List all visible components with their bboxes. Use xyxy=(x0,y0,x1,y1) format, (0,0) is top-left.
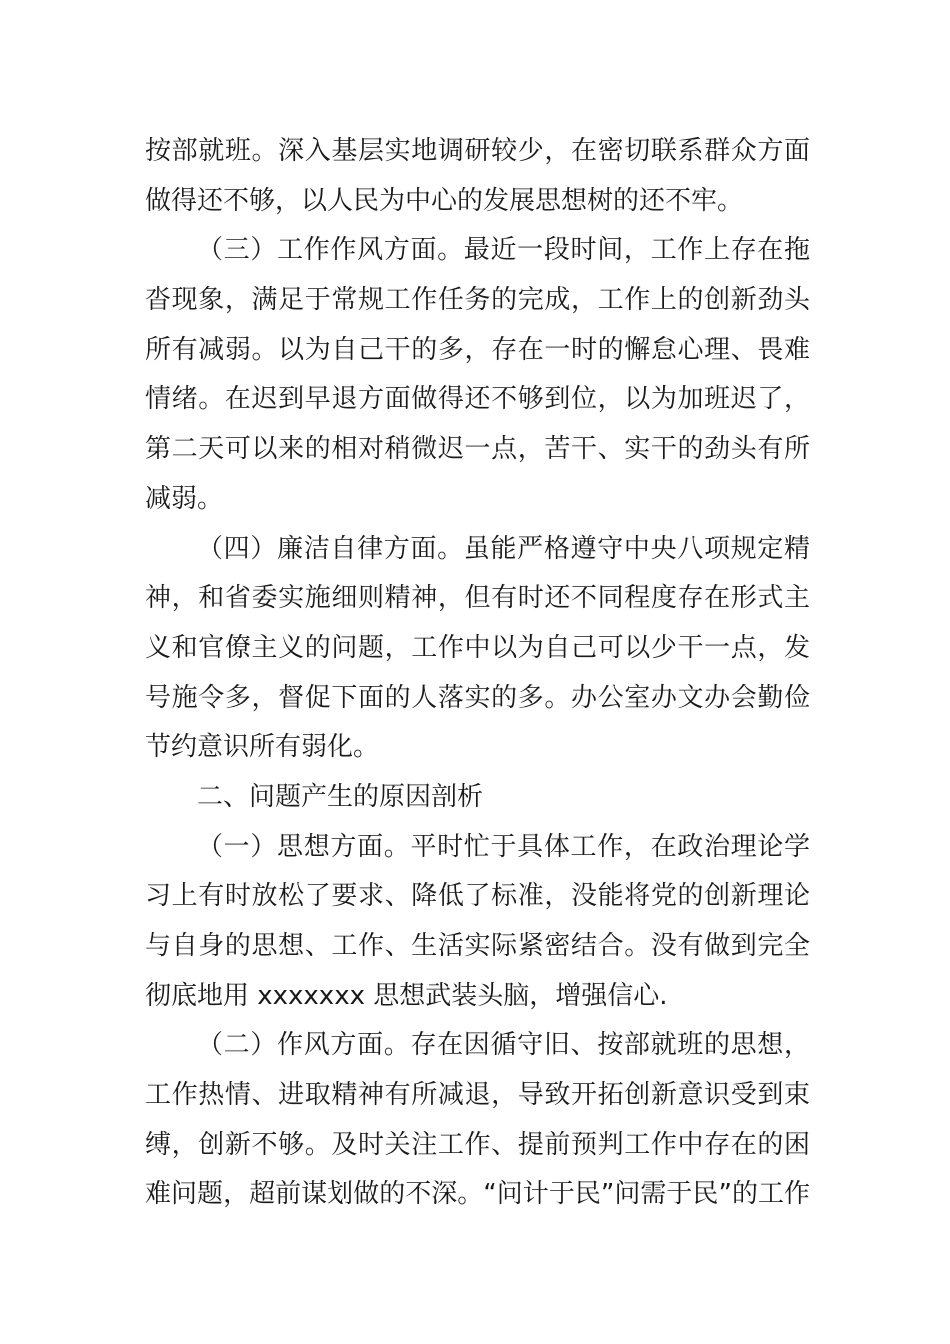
text-line: 沓现象，满足于常规工作任务的完成，工作上的创新劲头 xyxy=(145,285,810,315)
text-line: 与自身的思想、工作、生活实际紧密结合。没有做到完全 xyxy=(145,931,810,961)
text-line: 第二天可以来的相对稍微迟一点，苦干、实干的劲头有所 xyxy=(145,434,810,464)
text-line: 工作热情、进取精神有所减退，导致开拓创新意识受到束 xyxy=(145,1080,810,1110)
paragraph-heading-line: （二）作风方面。存在因循守旧、按部就班的思想， xyxy=(197,1030,810,1060)
text-line: 所有减弱。以为自己干的多，存在一时的懈怠心理、畏难 xyxy=(145,335,810,365)
text-line: 神，和省委实施细则精神，但有时还不同程度存在形式主 xyxy=(145,583,810,613)
text-line: 按部就班。深入基层实地调研较少，在密切联系群众方面 xyxy=(145,136,810,166)
text-line: 彻底地用 xxxxxxx 思想武装头脑，增强信心. xyxy=(145,981,668,1011)
text-line: 习上有时放松了要求、降低了标准，没能将党的创新理论 xyxy=(145,881,810,911)
text-line: 号施令多，督促下面的人落实的多。办公室办文办会勤俭 xyxy=(145,683,810,713)
paragraph-heading-line: （四）廉洁自律方面。虽能严格遵守中央八项规定精 xyxy=(197,534,810,564)
text-line: 缚，创新不够。及时关注工作、提前预判工作中存在的困 xyxy=(145,1130,810,1160)
text-line: 情绪。在迟到早退方面做得还不够到位，以为加班迟了， xyxy=(145,384,810,414)
paragraph-heading-line: （三）工作作风方面。最近一段时间，工作上存在拖 xyxy=(197,235,810,265)
text-line: 节约意识所有弱化。 xyxy=(145,732,380,762)
text-line: 难问题，超前谋划做的不深。“问计于民”问需于民”的工作 xyxy=(145,1179,810,1209)
text-line: 做得还不够，以人民为中心的发展思想树的还不牢。 xyxy=(145,186,744,216)
text-line: 减弱。 xyxy=(145,484,224,514)
section-heading: 二、问题产生的原因剖析 xyxy=(197,782,484,812)
text-line: 义和官僚主义的问题，工作中以为自己可以少干一点，发 xyxy=(145,633,810,663)
paragraph-heading-line: （一）思想方面。平时忙于具体工作，在政治理论学 xyxy=(197,832,810,862)
